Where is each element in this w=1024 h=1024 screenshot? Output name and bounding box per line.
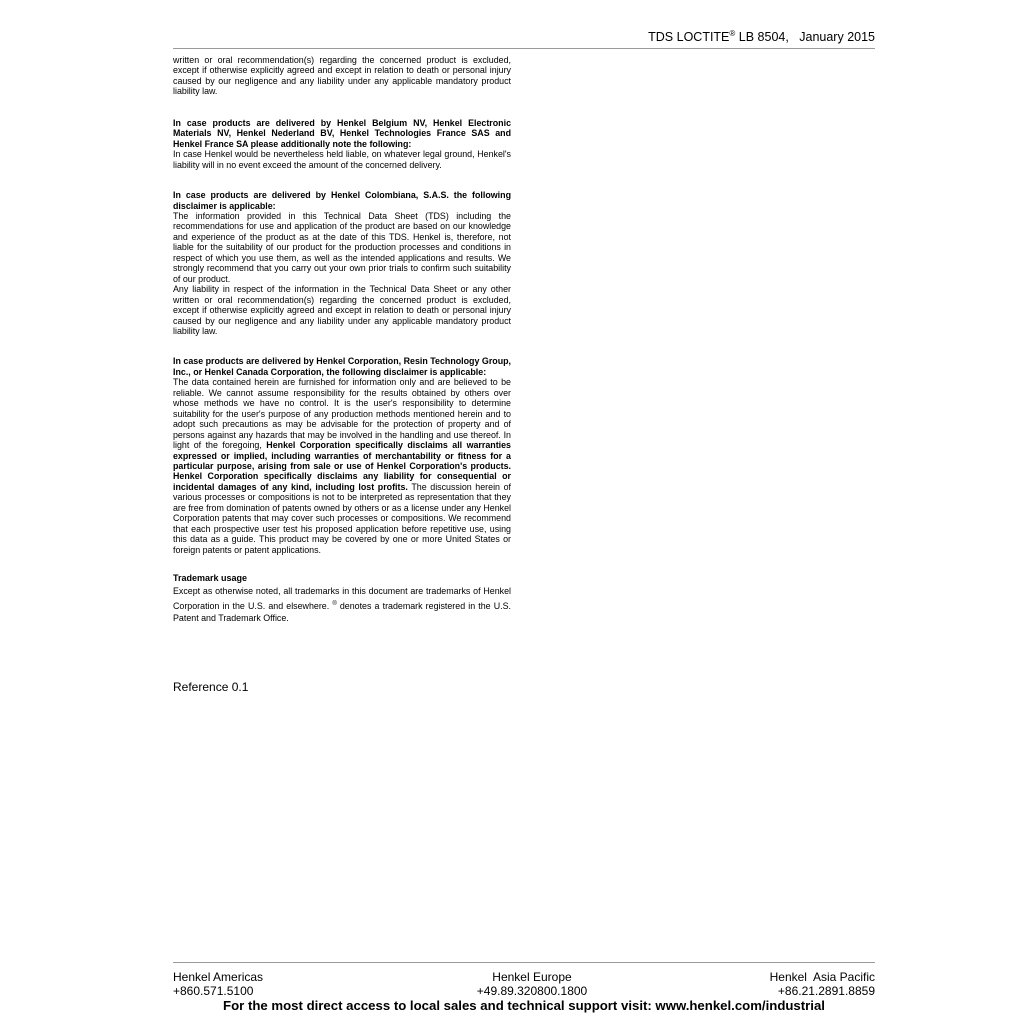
asia-name: Henkel Asia Pacific — [769, 970, 875, 984]
europe-name: Henkel Europe — [492, 970, 572, 984]
footer-support-visit: For the most direct access to local sales and technical support visit: www.henkel.com/industrial — [223, 998, 825, 1013]
trademark-body-part2: denotes a trademark registered in the U.S. Patent and Trademark Office. — [173, 600, 511, 624]
registered-mark: ® — [729, 29, 736, 38]
reference-label: Reference 0.1 — [173, 680, 249, 694]
asia-phone: +86.21.2891.8859 — [777, 984, 875, 998]
corporation-body-part2: The discussion herein of various processes or compositions is not to be interpreted as representation that they are free from domination of patents owned by others or as a license under any Henkel Corporation patents that may cover such processes or compositions. We recommend that each prospective user test his proposed application before repetitive use, using this data as a guide. This product may be covered by one or more United States or foreign patents or patent applications. — [173, 481, 511, 555]
americas-name: Henkel Americas — [173, 970, 264, 984]
doc-suffix: LB 8504, January 2015 — [735, 30, 875, 45]
colombiana-heading: In case products are delivered by Henkel Colombiana, S.A.S. the following disclaimer is applicable: — [173, 190, 511, 211]
europe-phone: +49.89.320800.1800 — [476, 984, 588, 998]
colombiana-body-1: The information provided in this Technical Data Sheet (TDS) including the recommendations for use and application of the product are based on our knowledge and experience of the product as at the date of this TDS. Henkel is, therefore, not liable for the suitability of our product for the production processes and conditions in respect of which you use them, as well as the intended applications and results. We strongly recommend that you carry out your own prior trials to confirm such suitability of our product. — [173, 210, 511, 284]
belgium-body: In case Henkel would be nevertheless held liable, on whatever legal ground, Henkel's liability will in no event exceed the amount of the concerned delivery. — [173, 149, 511, 170]
footer-asia-pacific — [770, 970, 875, 998]
footer-americas — [173, 970, 263, 998]
disclaimer-column — [173, 55, 511, 625]
belgium-heading: In case products are delivered by Henkel Belgium NV, Henkel Electronic Materials NV, Henkel Nederland BV, Henkel Technologies France SAS and Henkel France SA please additionally note the following: — [173, 117, 511, 149]
corporation-body-bold: Henkel Corporation specifically disclaims all warranties expressed or implied, including warranties of merchantability or fitness for a particular purpose, arising from sale or use of Henkel Corporation's products. Henkel Corporation specifically disclaims any liability for consequential or incidental damages of any kind, including lost profits. — [173, 440, 511, 492]
document-title — [648, 29, 875, 44]
trademark-heading: Trademark usage — [173, 573, 248, 584]
page-header — [173, 28, 875, 49]
colombiana-body-2: Any liability in respect of the information in the Technical Data Sheet or any other written or oral recommendation(s) regarding the concerned product is excluded, except if otherwise explicitly agreed and except in relation to death or personal injury caused by our negligence and any liability under any applicable mandatory product liability law. — [173, 284, 511, 336]
corporation-body — [173, 377, 511, 555]
trademark-registered-mark: ® — [332, 600, 337, 607]
doc-prefix: TDS LOCTITE — [648, 30, 730, 45]
footer-europe — [440, 970, 624, 998]
trademark-body — [173, 585, 511, 624]
corporation-heading: In case products are delivered by Henkel Corporation, Resin Technology Group, Inc., or Henkel Canada Corporation, the following disclaimer is applicable: — [173, 356, 511, 377]
corporation-body-part1: The data contained herein are furnished for information only and are believed to be reliable. We cannot assume responsibility for the results obtained by others over whose methods we have no control. It is the user's responsibility to determine suitability for the user's purpose of any production methods mentioned herein and to adopt such precautions as may be advisable for the protection of property and of persons against any hazards that may be involved in the handling and use thereof. In light of the foregoing, — [173, 377, 511, 451]
footer-divider — [173, 962, 875, 963]
americas-phone: +860.571.5100 — [173, 984, 254, 998]
trademark-body-part1: Except as otherwise noted, all trademarks in this document are trademarks of Henkel Corporation in the U.S. and elsewhere. — [173, 586, 511, 611]
continuation-paragraph: written or oral recommendation(s) regarding the concerned product is excluded, except if otherwise explicitly agreed and except in relation to death or personal injury caused by our negligence and any liability under any applicable mandatory product liability law. — [173, 55, 511, 97]
